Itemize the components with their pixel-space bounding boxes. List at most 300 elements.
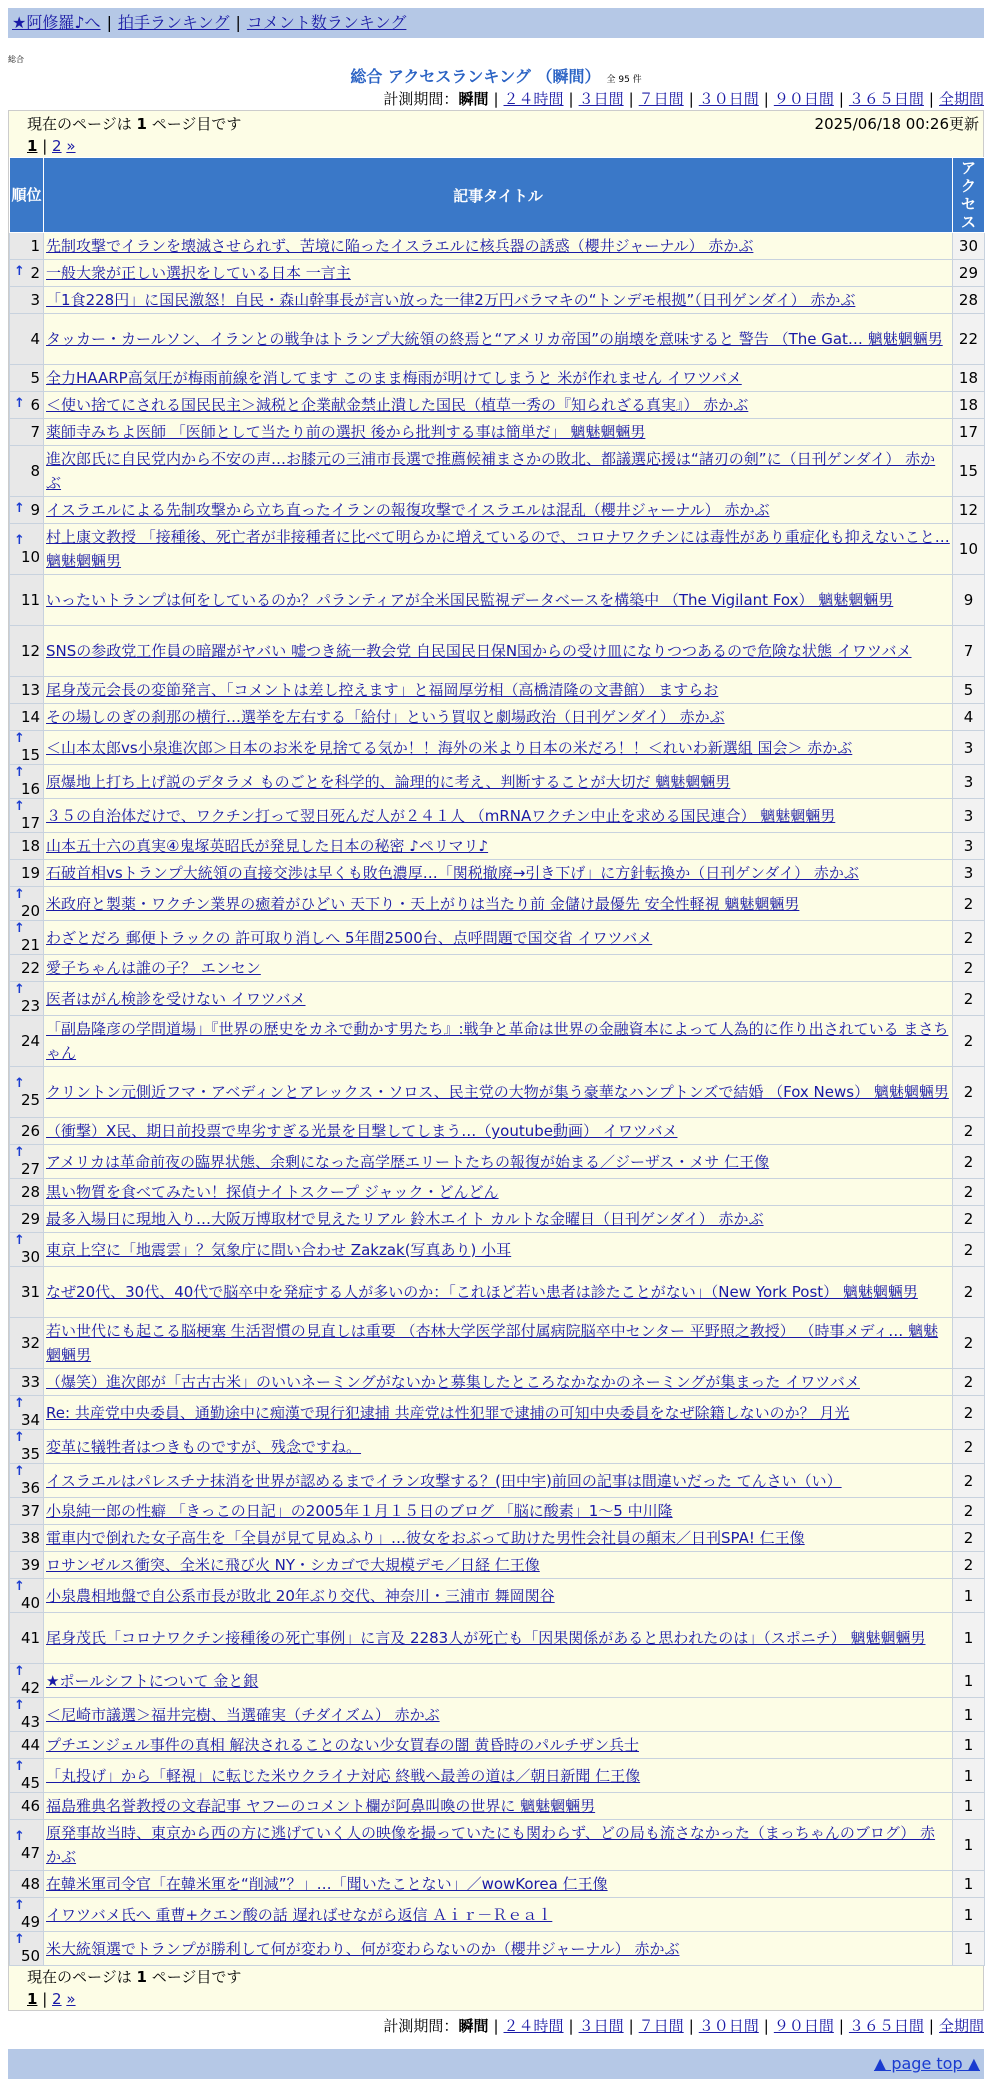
title-cell xyxy=(44,1464,953,1498)
rank-up-arrow-icon: ↑ xyxy=(14,264,25,279)
table-row xyxy=(10,287,985,314)
article-title-link[interactable]: プチエンジェル事件の真相 解決されることのない少女買春の闇 黄昏時のパルチザン兵士 xyxy=(46,1736,639,1754)
pager-current: 1 xyxy=(27,1990,38,2008)
title-cell xyxy=(44,446,953,497)
rank-cell xyxy=(10,1396,44,1430)
rank-number: 6 xyxy=(30,396,41,414)
article-title-link[interactable]: 在韓米軍司令官「在韓米軍を“削減”？」…「聞いたことない」／wowKorea 仁王像 xyxy=(46,1875,608,1893)
table-row xyxy=(10,1820,985,1871)
article-title-link[interactable]: 石破首相vsトランプ大統領の直接交渉は早くも敗色濃厚…「関税撤廃→引き下げ」に方針転換か（日刊ゲンダイ） 赤かぶ xyxy=(46,864,859,882)
rank-cell xyxy=(10,1145,44,1179)
table-row xyxy=(10,314,985,365)
article-title-link[interactable]: いったいトランプは何をしているのか？パランティアが全米国民監視データベースを構築中 （The Vigilant Fox） 魑魅魍魎男 xyxy=(46,591,894,609)
title-cell xyxy=(44,833,953,860)
title-cell xyxy=(44,1820,953,1871)
rank-number: 11 xyxy=(20,591,41,609)
title-cell xyxy=(44,314,953,365)
table-row xyxy=(10,1525,985,1552)
article-title-link[interactable]: 電車内で倒れた女子高生を「全員が見て見ぬふり」…彼女をおぶって助けた男性会社員の顛末／日刊SPA! 仁王像 xyxy=(46,1529,805,1547)
table-row xyxy=(10,1759,985,1793)
table-row xyxy=(10,982,985,1016)
pager-page-2[interactable]: 2 xyxy=(52,1990,62,2008)
rank-cell xyxy=(10,982,44,1016)
period-current: 瞬間 xyxy=(458,90,489,108)
access-count: 2 xyxy=(952,955,984,982)
access-count: 4 xyxy=(952,704,984,731)
period-separator: | xyxy=(568,2017,574,2035)
access-count: 2 xyxy=(952,1179,984,1206)
page-indicator: 現在のページは 1 ページ目です xyxy=(27,115,242,133)
rank-number: 44 xyxy=(20,1736,41,1754)
article-title-link[interactable]: 原爆地上打ち上げ説のデタラメ ものごとを科学的、論理的に考え、判断することが大切だ 魑魅魍魎男 xyxy=(46,772,731,791)
article-title-link[interactable]: 愛子ちゃんは誰の子？ エンセン xyxy=(46,959,261,977)
rank-up-arrow-icon: ↑ xyxy=(14,501,25,516)
access-count: 1 xyxy=(952,1579,984,1613)
title-cell xyxy=(44,1498,953,1525)
period-option-link[interactable]: ２４時間 xyxy=(503,2017,564,2035)
pager-next[interactable]: » xyxy=(66,137,76,155)
article-title-link[interactable]: ロサンゼルス衝突、全米に飛び火 NY・シカゴで大規模デモ／日経 仁王像 xyxy=(46,1556,540,1574)
pager-bottom: 1 | 2 » xyxy=(27,1990,76,2008)
rank-number: 33 xyxy=(20,1373,41,1391)
article-title-link[interactable]: 小泉純一郎の性癖 「きっこの日記」の2005年１月１５日のブログ 「脳に酸素」1～5 中川隆 xyxy=(46,1502,673,1520)
article-title-link[interactable]: 全力HAARP高気圧が梅雨前線を消してます このまま梅雨が明けてしまうと 米が作れません イワツバメ xyxy=(46,369,742,387)
rank-number: 39 xyxy=(20,1556,41,1574)
rank-cell xyxy=(10,833,44,860)
table-row xyxy=(10,365,985,392)
article-title-link[interactable]: 進次郎氏に自民党内から不安の声…お膝元の三浦市長選で推薦候補まさかの敗北、都議選応援は“諸刃の剣”に（日刊ゲンダイ） 赤かぶ xyxy=(46,450,936,492)
rank-cell xyxy=(10,233,44,260)
rank-up-arrow-icon: ↑ xyxy=(14,1698,25,1713)
period-option-link[interactable]: ３０日間 xyxy=(698,90,759,108)
period-option-link[interactable]: ７日間 xyxy=(638,2017,684,2035)
rank-number: 21 xyxy=(20,936,41,954)
rank-cell xyxy=(10,1732,44,1759)
page-indicator: 現在のページは 1 ページ目です xyxy=(27,1968,242,1986)
article-title-link[interactable]: 一般大衆が正しい選択をしている日本 一言主 xyxy=(46,264,351,282)
access-count: 29 xyxy=(952,260,984,287)
article-title-link[interactable]: 「副島隆彦の学問道場」『世界の歴史をカネで動かす男たち』:戦争と革命は世界の金融資本によって人為的に作り出されている まさちゃん xyxy=(46,1020,949,1062)
rank-up-arrow-icon: ↑ xyxy=(14,1579,25,1594)
article-title-link[interactable]: 先制攻撃でイランを壊滅させられず、苦境に陥ったイスラエルに核兵器の誘惑（櫻井ジャーナル） 赤かぶ xyxy=(46,237,754,255)
article-title-link[interactable]: アメリカは革命前夜の臨界状態、余剰になった高学歴エリートたちの報復が始まる／ジーザス・メサ 仁王像 xyxy=(46,1152,770,1171)
period-option-link[interactable]: 全期間 xyxy=(938,2017,984,2035)
table-row xyxy=(10,1732,985,1759)
rank-cell xyxy=(10,287,44,314)
period-options xyxy=(488,90,984,108)
rank-cell xyxy=(10,1464,44,1498)
period-option-link[interactable]: ９０日間 xyxy=(773,90,834,108)
page-title-line xyxy=(8,66,984,88)
access-count: 3 xyxy=(952,799,984,833)
period-option-link[interactable]: ３０日間 xyxy=(698,2017,759,2035)
title-cell xyxy=(44,955,953,982)
title-cell xyxy=(44,1525,953,1552)
article-title-link[interactable]: （衝撃）X民、期日前投票で卑劣すぎる光景を目撃してしまう…（youtube動画） イワツバメ xyxy=(46,1122,678,1140)
total-count: 全 95 件 xyxy=(606,75,642,85)
article-title-link[interactable]: 東京上空に「地震雲」？気象庁に問い合わせ Zakzak(写真あり) 小耳 xyxy=(46,1240,512,1259)
title-cell xyxy=(44,704,953,731)
table-row xyxy=(10,887,985,921)
period-option-link[interactable]: ３日間 xyxy=(578,2017,624,2035)
access-count: 2 xyxy=(952,1016,984,1067)
access-count: 1 xyxy=(952,1698,984,1732)
article-title-link[interactable]: イスラエルはパレスチナ抹消を世界が認めるまでイラン攻撃する？(田中宇)前回の記事は間違いだった てんさい（い） xyxy=(46,1471,842,1490)
col-rank-header: 順位 xyxy=(10,158,44,233)
period-option-link[interactable]: ７日間 xyxy=(638,90,684,108)
access-count: 2 xyxy=(952,1525,984,1552)
article-title-link[interactable]: 米大統領選でトランプが勝利して何が変わり、何が変わらないのか（櫻井ジャーナル） 赤かぶ xyxy=(46,1939,680,1958)
period-option-link[interactable]: ３６５日間 xyxy=(848,90,924,108)
article-title-link[interactable]: ３５の自治体だけで、ワクチン打って翌日死んだ人が２４１人 （mRNAワクチン中止を求める国民連合） 魑魅魍魎男 xyxy=(46,806,836,825)
rank-cell xyxy=(10,260,44,287)
rank-cell xyxy=(10,1664,44,1698)
article-title-link[interactable]: （爆笑）進次郎が「古古古米」のいいネーミングがないかと募集したところなかなかのネーミングが集まった イワツバメ xyxy=(46,1373,860,1391)
nav-separator: | xyxy=(106,13,112,32)
access-count: 1 xyxy=(952,1613,984,1664)
title-cell xyxy=(44,233,953,260)
rank-cell xyxy=(10,1179,44,1206)
rank-number: 14 xyxy=(20,708,41,726)
article-title-link[interactable]: クリントン元側近フマ・アベディンとアレックス・ソロス、民主党の大物が集う豪華なハンプトンズで結婚 （Fox News） 魑魅魍魎男 xyxy=(46,1083,949,1101)
rank-cell xyxy=(10,524,44,575)
article-title-link[interactable]: 原発事故当時、東京から西の方に逃げていく人の映像を撮っていたにも関わらず、どの局も流さなかった（まっちゃんのブログ） 赤かぶ xyxy=(46,1824,936,1866)
rank-cell xyxy=(10,1898,44,1932)
rank-up-arrow-icon: ↑ xyxy=(14,921,25,936)
pager-page-2[interactable]: 2 xyxy=(52,137,62,155)
rank-number: 50 xyxy=(20,1947,41,1965)
rank-number: 48 xyxy=(20,1875,41,1893)
period-separator: | xyxy=(763,90,769,108)
article-title-link[interactable]: ＜山本太郎vs小泉進次郎＞日本のお米を見捨てる気か！！海外の米より日本の米だろ！！＜れいわ新選組 国会＞ 赤かぶ xyxy=(46,738,853,757)
access-count: 18 xyxy=(952,392,984,419)
title-cell xyxy=(44,860,953,887)
period-separator: | xyxy=(493,90,499,108)
rank-cell xyxy=(10,392,44,419)
table-row xyxy=(10,1233,985,1267)
rank-up-arrow-icon: ↑ xyxy=(14,1430,25,1445)
period-label: 計測期間： xyxy=(383,2017,459,2035)
rank-cell xyxy=(10,1525,44,1552)
access-count: 2 xyxy=(952,887,984,921)
table-row xyxy=(10,921,985,955)
rank-number: 30 xyxy=(20,1248,41,1266)
title-cell xyxy=(44,1932,953,1966)
rank-up-arrow-icon: ↑ xyxy=(14,1898,25,1913)
table-row xyxy=(10,955,985,982)
bottom-bar xyxy=(8,2049,984,2079)
access-count: 5 xyxy=(952,677,984,704)
table-row xyxy=(10,765,985,799)
rank-up-arrow-icon: ↑ xyxy=(14,1145,25,1160)
rank-up-arrow-icon: ↑ xyxy=(14,731,25,746)
col-count-header: アクセス xyxy=(952,158,984,233)
rank-number: 35 xyxy=(20,1445,41,1463)
rank-cell xyxy=(10,365,44,392)
rank-cell xyxy=(10,1267,44,1318)
category-label: 総合 xyxy=(8,55,24,64)
article-title-link[interactable]: タッカー・カールソン、イランとの戦争はトランプ大統領の終焉と“アメリカ帝国”の崩壊を意味すると 警告 （The Gat… 魑魅魍魎男 xyxy=(46,330,943,348)
access-count: 1 xyxy=(952,1871,984,1898)
rank-up-arrow-icon: ↑ xyxy=(14,799,25,814)
period-separator: | xyxy=(628,2017,634,2035)
table-row xyxy=(10,626,985,677)
title-cell xyxy=(44,1396,953,1430)
page-top-link[interactable]: ▲ page top ▲ xyxy=(873,2054,980,2073)
rank-cell xyxy=(10,1613,44,1664)
article-title-link[interactable]: 村上康文教授 「接種後、死亡者が非接種者に比べて明らかに増えているので、コロナワクチンには毒性があり重症化も抑えないこと… 魑魅魍魎男 xyxy=(46,528,950,570)
access-count: 3 xyxy=(952,731,984,765)
title-cell xyxy=(44,1318,953,1369)
rank-number: 7 xyxy=(30,423,41,441)
rank-number: 28 xyxy=(20,1183,41,1201)
rank-up-arrow-icon: ↑ xyxy=(14,1664,25,1679)
access-count: 2 xyxy=(952,1430,984,1464)
rank-number: 49 xyxy=(20,1913,41,1931)
table-row xyxy=(10,497,985,524)
rank-cell xyxy=(10,799,44,833)
access-count: 2 xyxy=(952,1369,984,1396)
access-count: 3 xyxy=(952,765,984,799)
rank-cell xyxy=(10,1067,44,1118)
rank-cell xyxy=(10,1318,44,1369)
access-count: 1 xyxy=(952,1932,984,1966)
access-count: 1 xyxy=(952,1664,984,1698)
period-separator: | xyxy=(838,90,844,108)
article-title-link[interactable]: 薬師寺みちよ医師 「医師として当たり前の選択 後から批判する事は簡単だ」 魑魅魍魎男 xyxy=(46,423,646,441)
access-count: 2 xyxy=(952,1118,984,1145)
table-row xyxy=(10,1552,985,1579)
rank-cell xyxy=(10,1698,44,1732)
period-option-link[interactable]: ９０日間 xyxy=(773,2017,834,2035)
table-row xyxy=(10,1898,985,1932)
rank-number: 22 xyxy=(20,959,41,977)
ranking-table xyxy=(9,157,985,1966)
article-title-link[interactable]: 最多入場日に現地入り…大阪万博取材で見えたリアル 鈴木エイト カルトな金曜日（日刊ゲンダイ） 赤かぶ xyxy=(46,1210,764,1228)
rank-cell xyxy=(10,765,44,799)
period-option-link[interactable]: 全期間 xyxy=(938,90,984,108)
top-nav xyxy=(8,8,984,38)
title-cell xyxy=(44,365,953,392)
title-cell xyxy=(44,392,953,419)
updated-timestamp: 2025/06/18 00:26更新 xyxy=(814,115,979,133)
article-title-link[interactable]: 若い世代にも起こる脳梗塞 生活習慣の見直しは重要 （杏林大学医学部付属病院脳卒中センター 平野照之教授） （時事メディ… 魑魅魍魎男 xyxy=(46,1322,939,1364)
title-cell xyxy=(44,260,953,287)
pager-next[interactable]: » xyxy=(66,1990,76,2008)
rank-number: 42 xyxy=(20,1679,41,1697)
rank-number: 23 xyxy=(20,997,41,1015)
table-row xyxy=(10,1396,985,1430)
article-title-link[interactable]: 山本五十六の真実④鬼塚英昭氏が発見した日本の秘密 ♪ペリマリ♪ xyxy=(46,837,489,855)
period-option-link[interactable]: ２４時間 xyxy=(503,90,564,108)
rank-up-arrow-icon: ↑ xyxy=(14,1396,25,1411)
article-title-link[interactable]: ＜尼崎市議選＞福井完樹、当選確実（チダイズム） 赤かぶ xyxy=(46,1705,440,1724)
title-cell xyxy=(44,1179,953,1206)
article-title-link[interactable]: イスラエルによる先制攻撃から立ち直ったイランの報復攻撃でイスラエルは混乱（櫻井ジャーナル） 赤かぶ xyxy=(46,501,770,519)
table-row xyxy=(10,1016,985,1067)
article-title-link[interactable]: イワツバメ氏へ 重曹+クエン酸の話 遅ればせながら返信 Ａｉｒ－Ｒｅａｌ xyxy=(46,1905,553,1924)
access-count: 15 xyxy=(952,446,984,497)
rank-number: 31 xyxy=(20,1283,41,1301)
page xyxy=(8,8,984,2079)
rank-cell xyxy=(10,1820,44,1871)
title-cell xyxy=(44,1664,953,1698)
access-count: 1 xyxy=(952,1820,984,1871)
access-count: 12 xyxy=(952,497,984,524)
rank-number: 16 xyxy=(20,780,41,798)
table-row xyxy=(10,799,985,833)
table-row xyxy=(10,446,985,497)
article-title-link[interactable]: 「1食228円」に国民激怒！自民・森山幹事長が言い放った一律2万円バラマキの“トンデモ根拠”（日刊ゲンダイ） 赤かぶ xyxy=(46,291,856,309)
article-title-link[interactable]: 小泉農相地盤で自公系市長が敗北 20年ぶり交代、神奈川・三浦市 舞岡関谷 xyxy=(46,1586,555,1605)
period-option-link[interactable]: ３日間 xyxy=(578,90,624,108)
asyura-home-link[interactable]: ★阿修羅♪へ xyxy=(12,13,101,32)
table-row xyxy=(10,1664,985,1698)
period-separator: | xyxy=(928,90,934,108)
rank-cell xyxy=(10,626,44,677)
rank-cell xyxy=(10,1552,44,1579)
table-row xyxy=(10,704,985,731)
table-row xyxy=(10,1498,985,1525)
period-option-link[interactable]: ３６５日間 xyxy=(848,2017,924,2035)
access-count: 1 xyxy=(952,1759,984,1793)
period-separator: | xyxy=(688,2017,694,2035)
rank-cell xyxy=(10,1498,44,1525)
comment-ranking-link[interactable]: コメント数ランキング xyxy=(246,13,407,32)
access-count: 2 xyxy=(952,982,984,1016)
table-row xyxy=(10,860,985,887)
access-count: 2 xyxy=(952,1318,984,1369)
access-count: 3 xyxy=(952,860,984,887)
title-cell xyxy=(44,419,953,446)
article-title-link[interactable]: わざとだろ 郵便トラックの 許可取り消しへ 5年間2500台、点呼問題で国交省 イワツバメ xyxy=(46,928,653,947)
rank-number: 26 xyxy=(20,1122,41,1140)
rank-number: 34 xyxy=(20,1411,41,1429)
article-title-link[interactable]: Re: 共産党中央委員、通勤途中に痴漢で現行犯逮捕 共産党は性犯罪で逮捕の可知中央委員をなぜ除籍しないのか？ 月光 xyxy=(46,1403,850,1422)
period-separator: | xyxy=(493,2017,499,2035)
article-title-link[interactable]: 黒い物質を食べてみたい！探偵ナイトスクープ ジャック・どんどん xyxy=(46,1183,499,1201)
rank-cell xyxy=(10,921,44,955)
title-cell xyxy=(44,1267,953,1318)
rank-cell xyxy=(10,1932,44,1966)
title-cell xyxy=(44,677,953,704)
access-count: 2 xyxy=(952,1233,984,1267)
rank-up-arrow-icon: ↑ xyxy=(14,396,25,411)
table-row xyxy=(10,1145,985,1179)
access-count: 2 xyxy=(952,1464,984,1498)
rank-cell xyxy=(10,1759,44,1793)
rank-number: 20 xyxy=(20,902,41,920)
article-title-link[interactable]: ＜使い捨てにされる国民民主＞減税と企業献金禁止潰した国民（植草一秀の『知られざる真実』） 赤かぶ xyxy=(46,396,749,414)
access-count: 1 xyxy=(952,1793,984,1820)
rank-up-arrow-icon: ↑ xyxy=(14,765,25,780)
access-count: 18 xyxy=(952,365,984,392)
access-count: 2 xyxy=(952,921,984,955)
article-title-link[interactable]: 米政府と製薬・ワクチン業界の癒着がひどい 天下り・天上がりは当たり前 金儲け最優先 安全性軽視 魑魅魍魎男 xyxy=(46,894,800,913)
rank-cell xyxy=(10,1206,44,1233)
article-title-link[interactable]: なぜ20代、30代、40代で脳卒中を発症する人が多いのか：「これほど若い患者は診たことがない」（New York Post） 魑魅魍魎男 xyxy=(46,1283,918,1301)
period-selector-top xyxy=(8,88,984,110)
table-row xyxy=(10,1179,985,1206)
rank-number: 15 xyxy=(20,746,41,764)
rank-number: 18 xyxy=(20,837,41,855)
title-cell xyxy=(44,1145,953,1179)
rank-cell xyxy=(10,446,44,497)
title-cell xyxy=(44,287,953,314)
rank-up-arrow-icon: ↑ xyxy=(14,1828,25,1844)
article-title-link[interactable]: ★ポールシフトについて 金と銀 xyxy=(46,1671,259,1690)
period-label: 計測期間： xyxy=(383,90,459,108)
rank-number: 36 xyxy=(20,1479,41,1497)
rank-cell xyxy=(10,1579,44,1613)
rank-cell xyxy=(10,497,44,524)
rank-number: 8 xyxy=(30,462,41,480)
article-title-link[interactable]: 「丸投げ」から「軽視」に転じた米ウクライナ対応 終戦へ最善の道は／朝日新聞 仁王像 xyxy=(46,1766,641,1785)
title-cell xyxy=(44,1898,953,1932)
rank-number: 29 xyxy=(20,1210,41,1228)
rank-number: 5 xyxy=(30,369,41,387)
title-cell xyxy=(44,497,953,524)
period-separator: | xyxy=(688,90,694,108)
title-cell xyxy=(44,575,953,626)
period-options xyxy=(488,2017,984,2035)
article-title-link[interactable]: 福島雅典名誉教授の文春記事 ヤフーのコメント欄が阿鼻叫喚の世界に 魑魅魍魎男 xyxy=(46,1797,596,1815)
access-count: 2 xyxy=(952,1396,984,1430)
table-row xyxy=(10,1369,985,1396)
title-cell xyxy=(44,1233,953,1267)
title-cell xyxy=(44,887,953,921)
title-cell xyxy=(44,1732,953,1759)
access-count: 22 xyxy=(952,314,984,365)
col-title-header: 記事タイトル xyxy=(44,158,953,233)
article-title-link[interactable]: その場しのぎの刹那の横行…選挙を左右する「給付」という買収と劇場政治（日刊ゲンダイ） 赤かぶ xyxy=(46,708,725,726)
rank-number: 27 xyxy=(20,1160,41,1178)
rank-cell xyxy=(10,314,44,365)
pager-current: 1 xyxy=(27,137,38,155)
page-info-row-bottom xyxy=(9,1966,983,1988)
article-title-link[interactable]: 尾身茂氏「コロナワクチン接種後の死亡事例」に言及 2283人が死亡も「因果関係があると思われたのは」（スポニチ） 魑魅魍魎男 xyxy=(46,1629,926,1647)
article-title-link[interactable]: 変革に犠牲者はつきものですが、残念ですね。 xyxy=(46,1437,362,1456)
table-row xyxy=(10,233,985,260)
rank-number: 24 xyxy=(20,1032,41,1050)
title-cell xyxy=(44,1871,953,1898)
table-row xyxy=(10,392,985,419)
nav-separator: | xyxy=(235,13,241,32)
title-cell xyxy=(44,1613,953,1664)
access-count: 9 xyxy=(952,575,984,626)
rank-number: 25 xyxy=(20,1090,41,1109)
rank-number: 2 xyxy=(30,264,41,282)
period-selector-bottom xyxy=(8,2015,984,2037)
article-title-link[interactable]: 尾身茂元会長の変節発言、「コメントは差し控えます」と福岡厚労相（高橋清隆の文書館） ますらお xyxy=(46,681,719,699)
title-cell xyxy=(44,731,953,765)
access-count: 17 xyxy=(952,419,984,446)
applause-ranking-link[interactable]: 拍手ランキング xyxy=(117,13,230,32)
rank-number: 1 xyxy=(30,237,41,255)
article-title-link[interactable]: 医者はがん検診を受けない イワツバメ xyxy=(46,989,306,1008)
article-title-link[interactable]: SNSの参政党工作員の暗躍がヤバい 嘘つき統一教会党 自民国民日保N国からの受け皿になりつつあるので危険な状態 イワツバメ xyxy=(46,642,912,660)
access-count: 7 xyxy=(952,626,984,677)
rank-cell xyxy=(10,1233,44,1267)
period-separator: | xyxy=(628,90,634,108)
table-row xyxy=(10,1318,985,1369)
rank-number: 17 xyxy=(20,814,41,832)
access-count: 3 xyxy=(952,833,984,860)
access-count: 2 xyxy=(952,1206,984,1233)
rank-cell xyxy=(10,731,44,765)
title-cell xyxy=(44,1759,953,1793)
rank-cell xyxy=(10,704,44,731)
